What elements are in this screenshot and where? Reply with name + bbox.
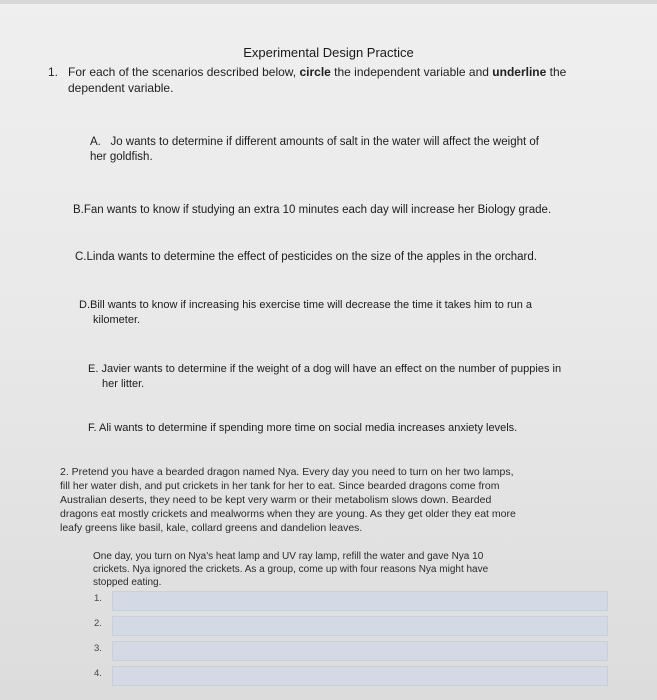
- scenario-d-line2: kilometer.: [93, 314, 141, 326]
- answer-field-2[interactable]: [112, 616, 608, 636]
- scenario-c: [75, 250, 615, 265]
- answer-number: 3.: [94, 643, 102, 654]
- answer-number: 1.: [94, 593, 102, 604]
- scenario-a-line2: her goldfish.: [90, 151, 153, 163]
- q2-line: fill her water dish, and put crickets in her tank for her to eat. Since bearded dragons come from: [60, 480, 500, 492]
- question-1-instructions: [68, 64, 608, 96]
- scenario-e-line1: E. Javier wants to determine if the weight of a dog will have an effect on the number of puppies in: [88, 363, 562, 375]
- scenario-a-line1: Jo wants to determine if different amounts of salt in the water will affect the weight of: [110, 136, 539, 148]
- scenario-f: [88, 421, 608, 436]
- q1-text-after: the dependent variable.: [68, 65, 567, 95]
- q2-line: 2. Pretend you have a bearded dragon named Nya. Every day you need to turn on her two lamps,: [60, 466, 514, 478]
- page-top-edge: [0, 0, 657, 4]
- question-2-prompt: [93, 550, 533, 589]
- answer-field-4[interactable]: [112, 666, 608, 686]
- answer-number: 2.: [94, 618, 102, 629]
- q2-line: dragons eat mostly crickets and mealworms when they are young. As they get older they eat more: [60, 508, 516, 520]
- answer-row-2: [88, 616, 608, 636]
- q1-circle-word: circle: [299, 65, 331, 79]
- q1-underline-word: underline: [492, 65, 547, 79]
- question-1: [48, 64, 608, 96]
- q2-line: leafy greens like basil, kale, collard greens and dandelion leaves.: [60, 522, 363, 534]
- scenario-b: [73, 203, 613, 218]
- answer-row-3: [88, 641, 608, 661]
- q1-text-middle: the independent variable and: [330, 65, 493, 79]
- answer-field-1[interactable]: [112, 591, 608, 611]
- q2-prompt-line: crickets. Nya ignored the crickets. As a group, come up with four reasons Nya might have: [93, 564, 489, 575]
- scenario-a: [90, 135, 610, 165]
- answer-row-4: [88, 666, 608, 686]
- scenario-d-line1: D.Bill wants to know if increasing his exercise time will decrease the time it takes him to run a: [79, 299, 533, 311]
- page-title: Experimental Design Practice: [243, 45, 414, 60]
- q2-line: Australian deserts, they need to be kept very warm or their metabolism slows down. Bearded: [60, 494, 492, 506]
- q2-prompt-line: stopped eating.: [93, 577, 162, 588]
- scenario-e-line2: her litter.: [102, 378, 145, 390]
- scenario-f-text: F. Ali wants to determine if spending more time on social media increases anxiety levels.: [88, 422, 518, 434]
- scenario-a-label: A.: [90, 136, 101, 148]
- q1-text-before: For each of the scenarios described below,: [68, 65, 300, 79]
- answer-field-3[interactable]: [112, 641, 608, 661]
- answer-row-1: [88, 591, 608, 611]
- scenario-e: [88, 362, 618, 392]
- answer-number: 4.: [94, 668, 102, 679]
- q2-prompt-line: One day, you turn on Nya's heat lamp and UV ray lamp, refill the water and gave Nya 10: [93, 551, 484, 562]
- scenario-c-text: C.Linda wants to determine the effect of pesticides on the size of the apples in the orchard.: [75, 251, 537, 263]
- scenario-b-text: B.Fan wants to know if studying an extra 10 minutes each day will increase her Biology grade.: [73, 204, 552, 216]
- question-2: [60, 465, 550, 535]
- scenario-d: [79, 298, 609, 328]
- question-1-number: 1.: [48, 65, 59, 79]
